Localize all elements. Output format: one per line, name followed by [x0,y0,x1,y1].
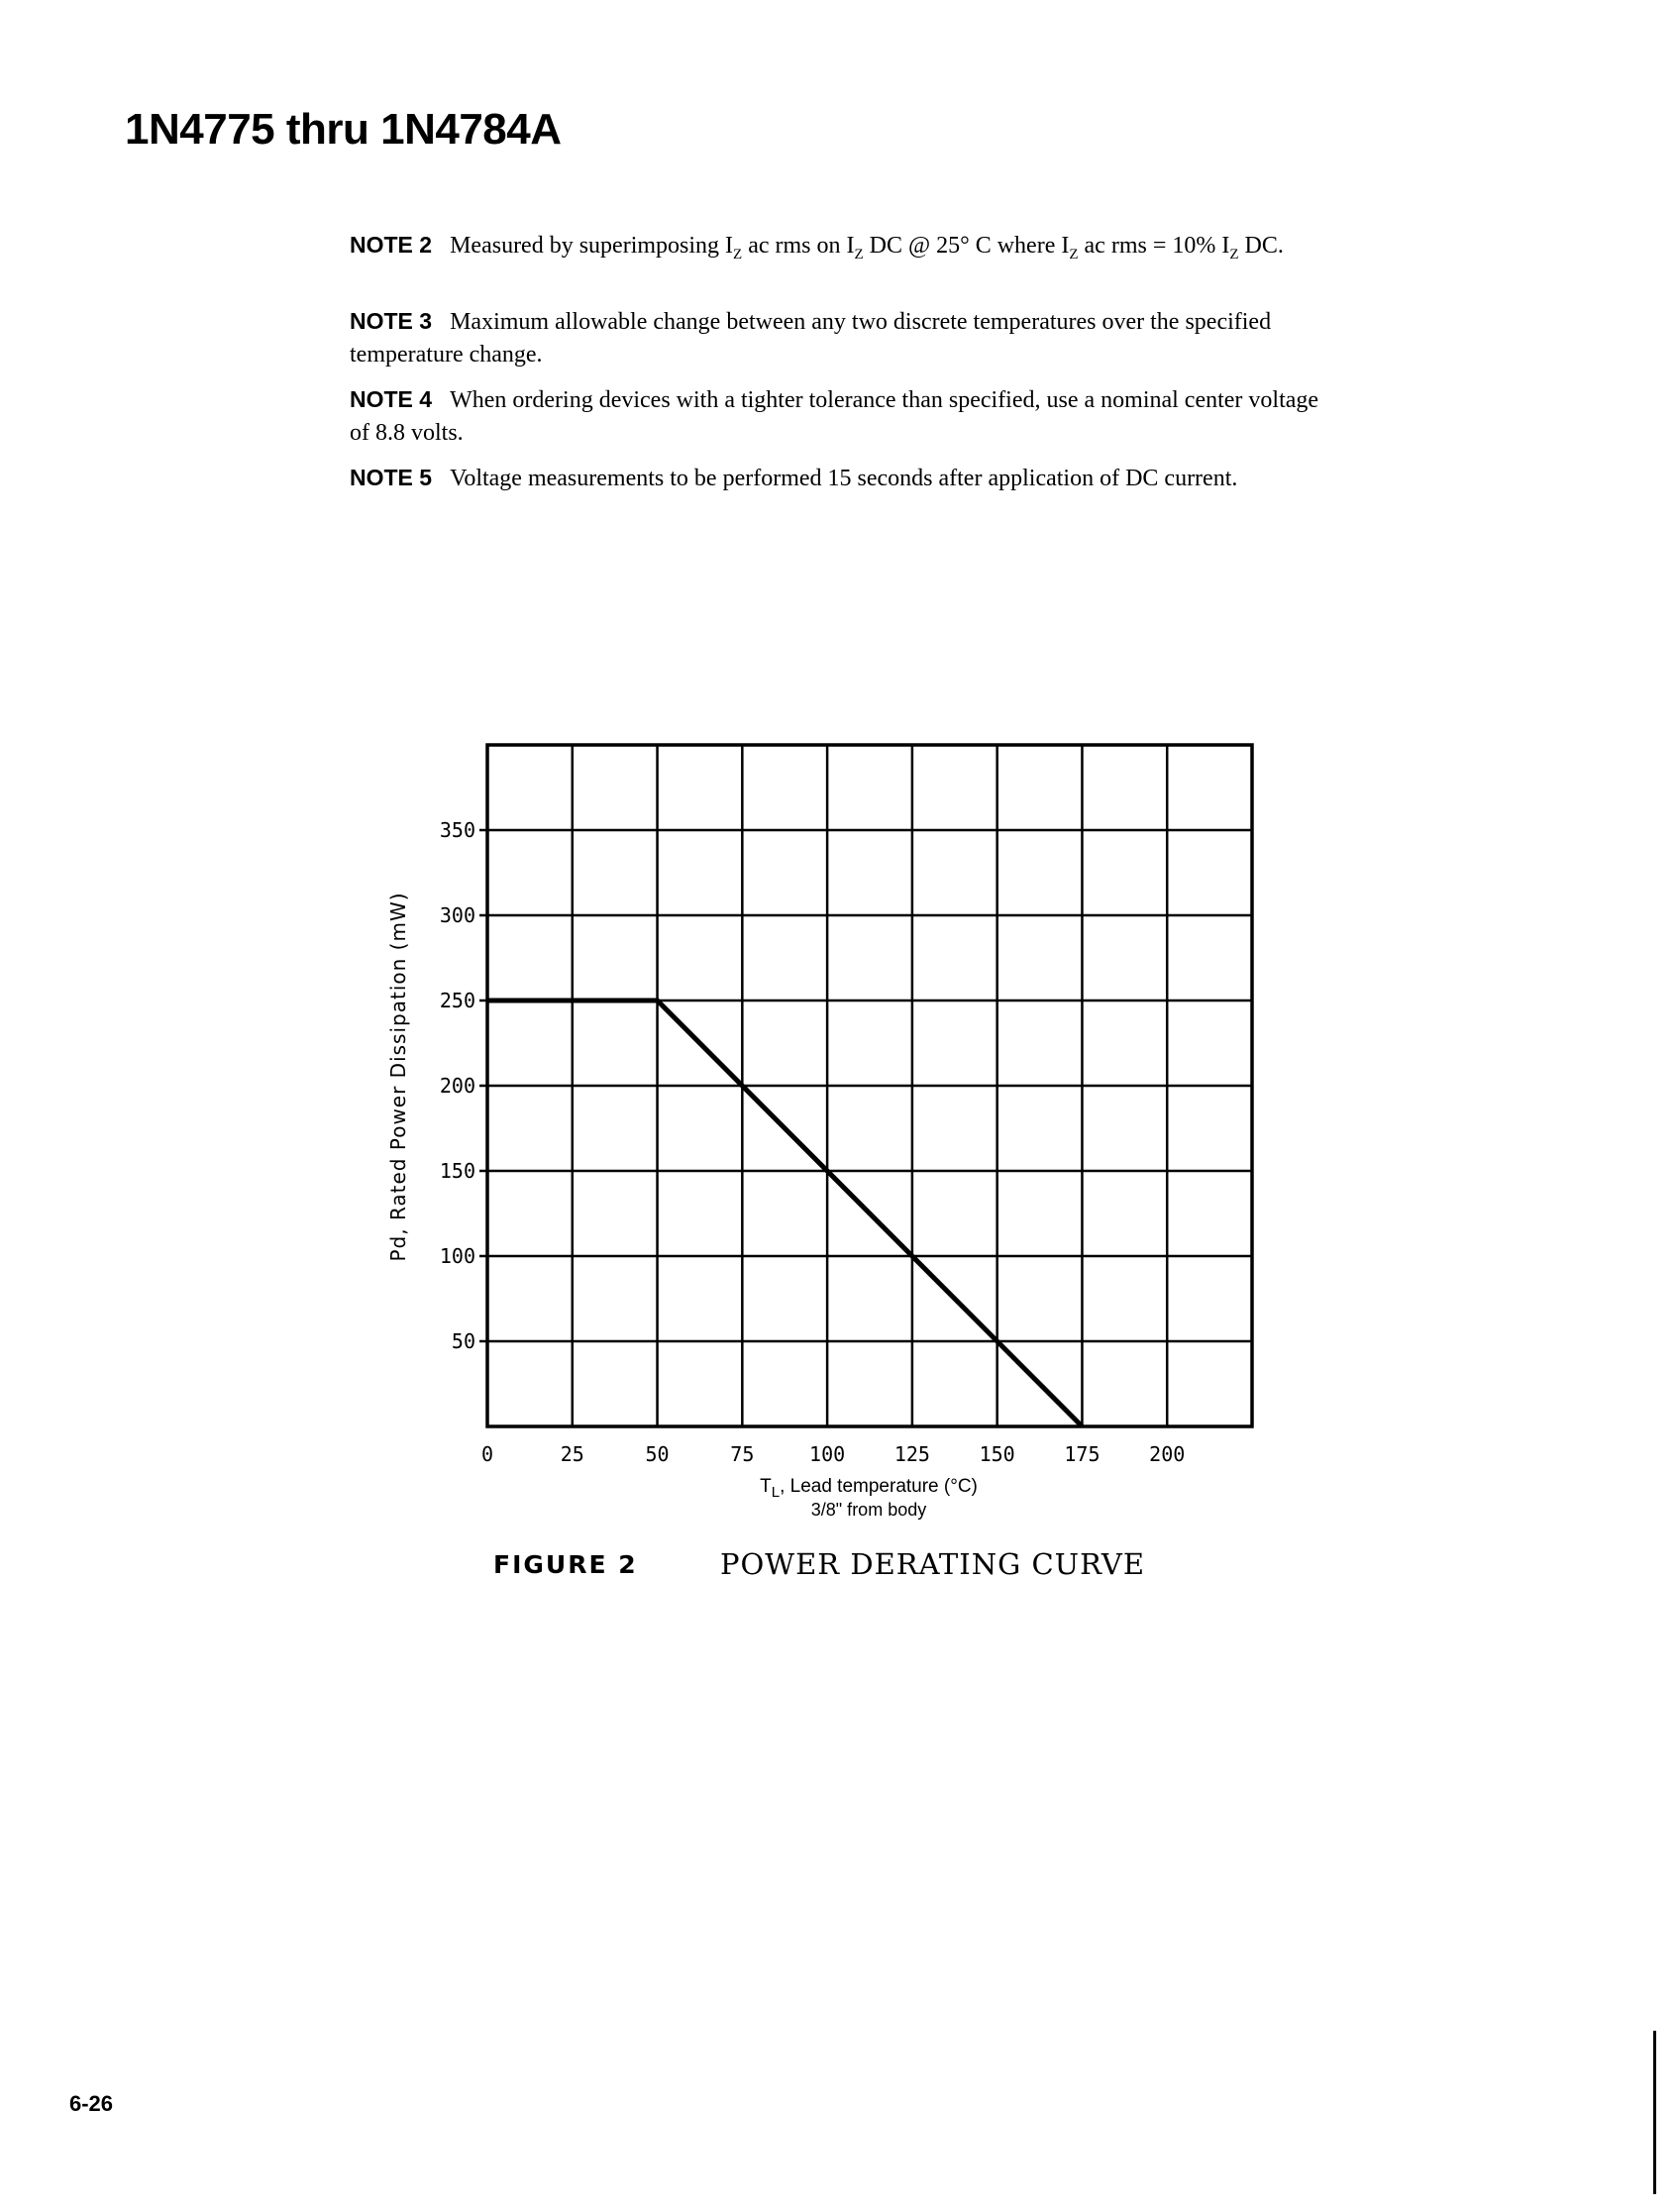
figure-title: POWER DERATING CURVE [720,1547,1146,1581]
note-text: When ordering devices with a tighter tolerance than specified, use a nominal center voltage of 8.8 volts. [350,387,1319,446]
y-tick-label: 200 [439,1074,475,1098]
note-label: NOTE 3 [350,308,433,334]
x-tick-label: 25 [560,1442,584,1466]
x-axis-label-rest: , Lead temperature (°C) [780,1476,978,1497]
document-title: 1N4775 thru 1N4784A [125,105,562,154]
page-number: 6-26 [69,2091,114,2116]
y-tick-label: 350 [439,818,475,842]
y-tick-label: 250 [439,989,475,1012]
note-label: NOTE 5 [350,465,433,490]
note-text: ac rms = 10% I [1078,233,1230,259]
note-label: NOTE 4 [350,386,433,412]
subscript: Z [1069,246,1079,263]
x-tick-label: 125 [893,1442,930,1466]
y-tick-label: 50 [451,1329,475,1353]
note-text: Maximum allowable change between any two discrete temperatures over the specified temperature change. [350,309,1272,368]
y-tick-label: 300 [439,903,475,927]
x-tick-label: 100 [809,1442,846,1466]
x-tick-label: 0 [480,1442,494,1466]
x-tick-label: 50 [645,1442,670,1466]
subscript: Z [854,246,864,263]
x-tick-label: 150 [979,1442,1015,1466]
note-label: NOTE 2 [350,232,433,258]
x-axis-label-main: T [760,1476,772,1497]
note-text: Voltage measurements to be performed 15 seconds after application of DC current. [450,466,1238,491]
note-text: DC. [1238,233,1284,259]
y-tick-label: 150 [439,1159,475,1183]
x-tick-label: 175 [1064,1442,1101,1466]
page-edge-line [1653,2031,1656,2194]
x-axis-label [760,1476,978,1501]
note-text: DC @ 25° C where I [863,233,1070,259]
note-text: ac rms on I [742,233,855,259]
figure-label: FIGURE 2 [493,1550,638,1579]
x-axis-label-line2: 3/8" from body [810,1500,927,1520]
subscript: Z [1229,246,1239,263]
x-tick-label: 75 [730,1442,755,1466]
x-axis-label-subscript: L [771,1483,781,1501]
note-text: Measured by superimposing I [450,233,734,259]
series-line-pd [487,1001,1082,1426]
y-axis-label: Pd, Rated Power Dissipation (mW) [386,892,410,1262]
subscript: Z [733,246,743,263]
y-tick-label: 100 [439,1244,475,1268]
x-tick-label: 200 [1149,1442,1186,1466]
